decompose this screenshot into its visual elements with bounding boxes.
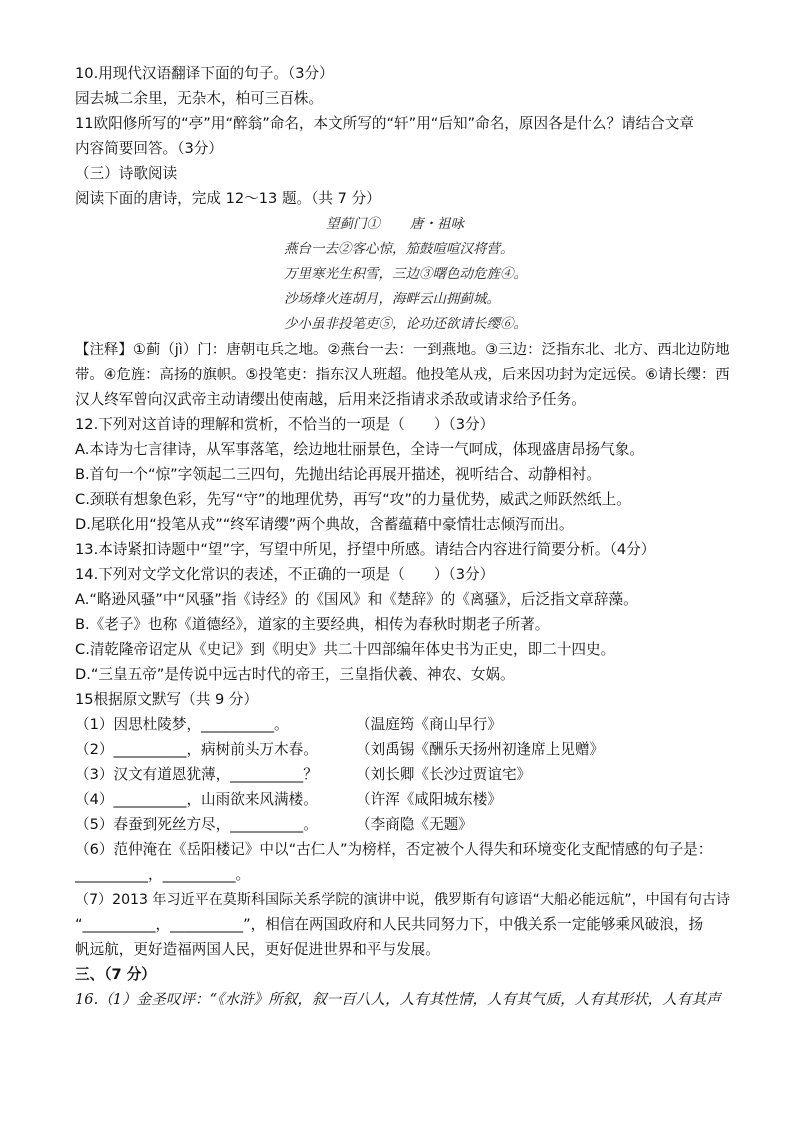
question-14-option-a: A.“略逊风骚”中“风骚”指《诗经》的《国风》和《楚辞》的《离骚》，后泛指文章辞藻。 [75,591,638,608]
dictation-5-source: （李商隐《无题》 [356,816,473,833]
question-11-line-2: 内容简要回答。（3分） [75,140,223,157]
poem-line-3: 沙场烽火连胡月，海畔云山拥蓟城。 [284,291,500,307]
dictation-5-question: （5）春蚕到死丝方尽，__________。 [75,816,318,833]
question-12-option-d: D.尾联化用“投笔从戎”“终军请缨”两个典故，含蓄蕴藉中豪情壮志倾泻而出。 [75,516,574,533]
dictation-2-source: （刘禹锡《酬乐天扬州初逢席上见赠》 [356,741,605,758]
part-three-heading: 三、（7 分） [75,966,156,983]
poetry-instructions: 阅读下面的唐诗，完成 12～13 题。（共 7 分） [75,190,381,207]
dictation-4-question: （4）__________，山雨欲来风满楼。 [75,791,318,808]
question-12: 12.下列对这首诗的理解和赏析，不恰当的一项是（ ）（3分） [75,416,495,433]
question-10-sentence: 园去城二余里，无杂木，柏可三百株。 [75,90,324,107]
question-12-option-b: B.首句一个“惊”字领起二三四句，先抛出结论再展开描述，视听结合、动静相衬。 [75,466,601,483]
question-10: 10.用现代汉语翻译下面的句子。（3分） [75,65,334,82]
question-13: 13.本诗紧扣诗题中“望”字，写望中所见，抒望中所感。请结合内容进行简要分析。（4分） [75,541,656,558]
question-14: 14.下列对文学文化常识的表述，不正确的一项是（ ）（3分） [75,566,495,583]
question-15: 15根据原文默写（共 9 分） [75,691,259,708]
question-16: 16.（1）金圣叹评：“《水浒》所叙，叙一百八人，人有其性情，人有其气质，人有其形状，人有其声 [75,991,721,1008]
poem-notes-line-1: 【注释】①蓟（jì）门：唐朝屯兵之地。②燕台一去：一到燕地。③三边：泛指东北、北方、西北边防地 [75,342,730,358]
dictation-4-source: （许浑《咸阳城东楼》 [356,791,502,808]
question-11-line-1: 11欧阳修所写的“亭”用“醉翁”命名，本文所写的“轩”用“后知”命名，原因各是什么？请结合文章 [75,115,695,132]
poem-line-4: 少小虽非投笔吏⑤，论功还欲请长缨⑥。 [284,316,527,332]
question-12-option-a: A.本诗为七言律诗，从军事落笔，绘边地壮丽景色，全诗一气呵成，体现盛唐昂扬气象。 [75,441,644,458]
dictation-6-line-1: （6）范仲淹在《岳阳楼记》中以“古仁人”为榜样，否定被个人得失和环境变化支配情感的句子是： [75,841,713,858]
dictation-2-question: （2）__________，病树前头万木春。 [75,741,318,758]
question-14-option-d: D.“三皇五帝”是传说中远古时代的帝王，三皇指伏羲、神农、女娲。 [75,666,515,683]
dictation-7-line-2: “__________，__________”，相信在两国政府和人民共同努力下，中俄关系一定能够乘风破浪，扬 [75,916,704,933]
dictation-6-line-2: __________，__________。 [75,866,251,883]
poem-notes-line-3: 汉人终军曾向汉武帝主动请缨出使南越，后用来泛指请求杀敌或请求给予任务。 [75,391,586,408]
dictation-1-question: （1）因思杜陵梦，__________。 [75,716,289,733]
section-poetry-heading: （三）诗歌阅读 [75,165,178,182]
dictation-7-line-3: 帆远航，更好造福两国人民，更好促进世界和平与发展。 [75,941,440,958]
question-14-option-b: B.《老子》也称《道德经》，道家的主要经典，相传为春秋时期老子所著。 [75,616,550,633]
dictation-3-question: （3）汉文有道恩犹薄，__________？ [75,766,318,783]
question-12-option-c: C.颈联有想象色彩，先写“守”的地理优势，再写“攻”的力量优势，威武之师跃然纸上。 [75,491,631,508]
poem-title: 望蓟门① [326,216,380,232]
poem-line-2: 万里寒光生积雪，三边③曙色动危旌④。 [284,266,527,282]
poem-author: 唐・祖咏 [410,216,464,232]
dictation-3-source: （刘长卿《长沙过贾谊宅》 [356,766,532,783]
dictation-1-source: （温庭筠《商山早行》 [356,716,502,733]
poem-line-1: 燕台一去②客心惊，笳鼓喧喧汉将营。 [284,241,514,257]
question-14-option-c: C.清乾隆帝诏定从《史记》到《明史》共二十四部编年体史书为正史，即二十四史。 [75,641,616,658]
dictation-7-line-1: （7）2013 年习近平在莫斯科国际关系学院的演讲中说，俄罗斯有句谚语“大船必能远航”，中国有句古诗 [75,892,731,908]
poem-notes-line-2: 带。④危旌：高扬的旗帜。⑤投笔吏：指东汉人班超。他投笔从戎，后来因功封为定远侯。⑥请长缨：西 [75,367,730,383]
